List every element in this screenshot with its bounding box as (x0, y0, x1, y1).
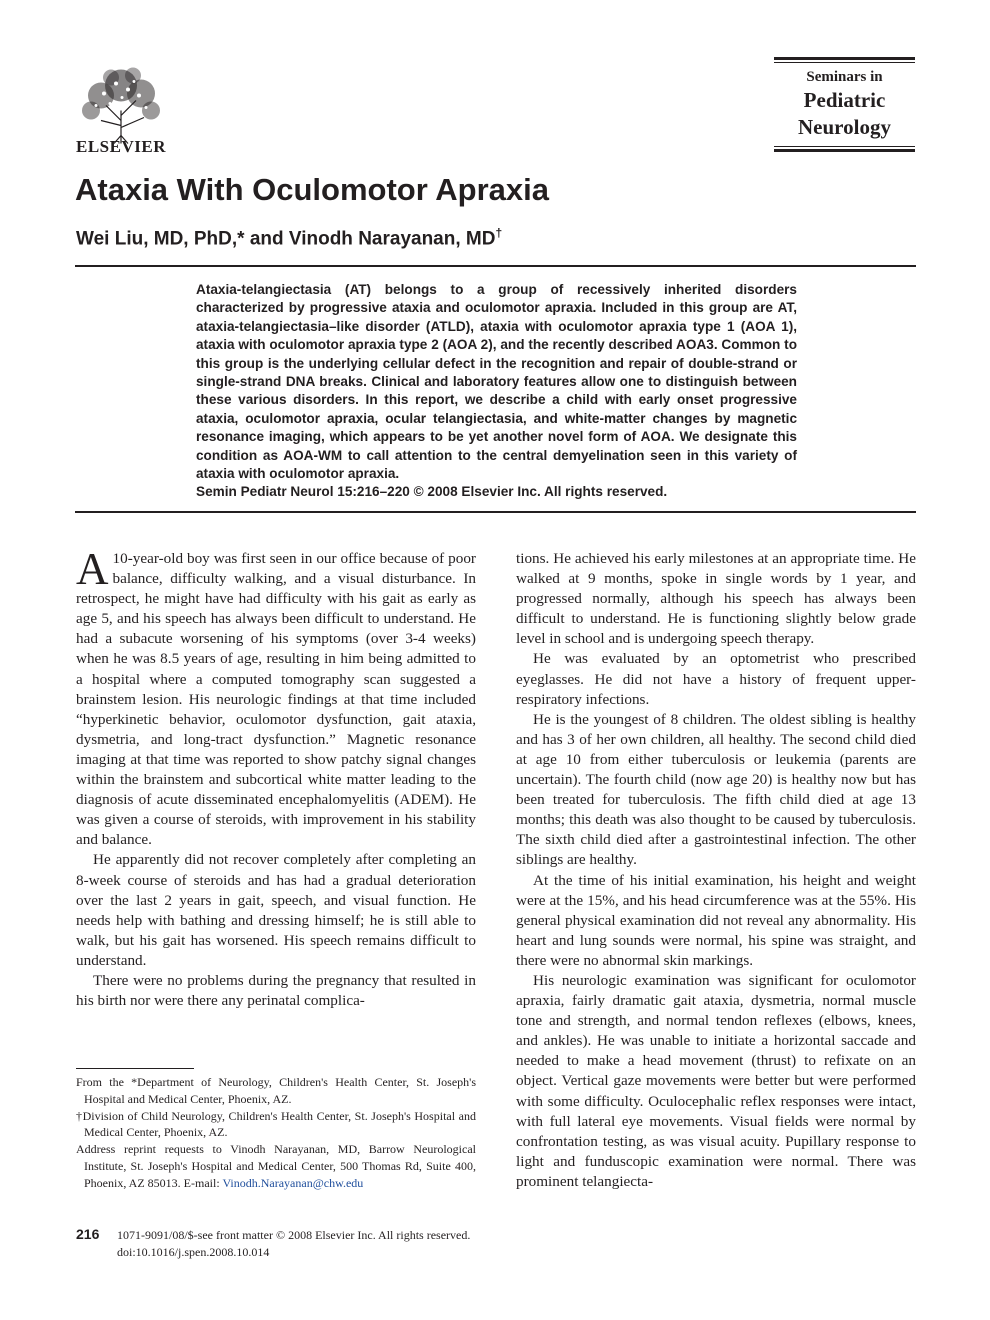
body-column-left (76, 544, 476, 1011)
reprint-text: Address reprint requests to Vinodh Narayanan, MD, Barrow Neurological Institute, St. Joseph's Hospital and Medical Center, 500 Thomas Rd, Suite 400, Phoenix, AZ 85013. E-mail: (76, 1142, 476, 1190)
journal-name-line2: Pediatric (803, 88, 886, 112)
footnote-affiliation-1: From the *Department of Neurology, Children's Health Center, St. Joseph's Hospital and Medical Center, Phoenix, AZ. (76, 1075, 476, 1106)
article-authors (76, 226, 502, 250)
abstract-text: Ataxia-telangiectasia (AT) belongs to a group of recessively inherited disorders characterized by progressive ataxia and oculomotor apraxia. Included in this group are AT, ataxia-telangiectasia–like disorder (ATLD), ataxia with oculomotor apraxia type 1 (AOA 1), ataxia with oculomotor apraxia type 2 (AOA 2), and the recently described AOA3. Common to this group is the underlying cellular defect in the recognition and repair of double-strand or single-strand DNA breaks. Clinical and laboratory features allow one to distinguish between these various disorders. In this report, we describe a child with early onset progressive ataxia, oculomotor apraxia, ocular telangiectasia, and white-matter changes by magnetic resonance imaging, which appears to be yet another novel form of AOA. We designate this condition as AOA-WM to call attention to the central demyelination seen in this variety of ataxia with oculomotor apraxia. (196, 282, 797, 482)
authors-text: Wei Liu, MD, PhD,* and Vinodh Narayanan, MD (76, 228, 496, 250)
footnote-reprint-address (76, 1141, 476, 1191)
issn-line: 1071-9091/08/$-see front matter © 2008 Elsevier Inc. All rights reserved. (117, 1228, 471, 1242)
masthead-bottom-rule (774, 149, 915, 152)
body-paragraph: His neurologic examination was significant for oculomotor apraxia, fairly dramatic gait ataxia, dysmetria, normal muscle tone and strength, and normal tendon reflexes (elbows, knees, and ankles). He was unable to initiate a horizontal saccade and needed to make a head movement (thrust) to refixate on an object. Vertical gaze movements were better but were performed with some difficulty. Oculocephalic reflex responses were intact, with full lateral eye movements. Visual fields were normal by confrontation testing, as was visual acuity. Pupillary response to light and funduscopic examination were normal. There was prominent telangiecta- (516, 971, 916, 1190)
masthead-bottom-rule-thin (774, 146, 915, 147)
footnotes (76, 1074, 476, 1192)
drop-cap: A (76, 544, 109, 594)
body-paragraph: At the time of his initial examination, his height and weight were at the 15%, and his head circumference was at the 55%. His general physical examination did not reveal any abnormality. His heart and lung sounds were normal, his spine was straight, and there were no abnormal skin markings. (516, 871, 916, 969)
body-paragraph (76, 544, 476, 850)
doi-line: doi:10.1016/j.spen.2008.10.014 (117, 1245, 270, 1259)
body-paragraph: He is the youngest of 8 children. The oldest sibling is healthy and has 3 of her own children, all healthy. The second child died at age 10 from either tuberculosis or leukemia (parents are uncertain). The fourth child (now age 20) is healthy now but has been treated for tuberculosis. The fifth child died at age 13 months; this death was also thought to be caused by tuberculosis. The sixth child died after a gastrointestinal infection. The other siblings are healthy. (516, 710, 916, 869)
abstract (196, 281, 797, 502)
body-paragraph: tions. He achieved his early milestones at an appropriate time. He walked at 9 months, spoke in single words by 1 year, and progressed normally, although his speech has always been difficult to understand. He is functioning slightly below grade level in school and is undergoing speech therapy. (516, 550, 916, 648)
article-title: Ataxia With Oculomotor Apraxia (75, 172, 549, 207)
abstract-top-rule (75, 265, 916, 267)
publisher-wordmark: ELSEVIER (76, 137, 166, 156)
body-paragraph: He was evaluated by an optometrist who prescribed eyeglasses. He did not have a history of frequent upper-respiratory infections. (516, 650, 916, 708)
footnote-affiliation-2: †Division of Child Neurology, Children's Health Center, St. Joseph's Hospital and Medical Center, Phoenix, AZ. (76, 1108, 476, 1140)
email-link[interactable]: Vinodh.Narayanan@chw.edu (222, 1175, 364, 1190)
body-column-right (516, 549, 916, 1192)
citation-line: Semin Pediatr Neurol 15:216–220 © 2008 Elsevier Inc. All rights reserved. (196, 484, 668, 500)
footer-lines (117, 1227, 470, 1261)
journal-masthead (774, 57, 915, 152)
paragraph-text: 10-year-old boy was first seen in our office because of poor balance, difficulty walking, and a visual disturbance. In retrospect, he might have had difficulty with his gait as early as age 5, and his speech has always been difficult to understand. He had a subacute worsening of his symptoms (over 3-4 weeks) when he was 8.5 years of age, resulting in him being admitted to a hospital where a computed tomography scan suggested a brainstem lesion. His neurologic findings at that time included “hyperkinetic behavior, oculomotor dysfunction, gait ataxia, dysmetria, and long-tract dysfunction.” Magnetic resonance imaging at that time was reported to show patchy signal changes within the brainstem and subcortical white matter leading to the diagnosis of acute disseminated encephalomyelitis (ADEM). He was given a course of steroids, with improvement in his stability and balance. (76, 550, 476, 849)
body-paragraph: There were no problems during the pregnancy that resulted in his birth nor were there any perinatal complica- (76, 971, 476, 1010)
masthead-top-rule-thin (774, 62, 915, 63)
abstract-bottom-rule (75, 511, 916, 513)
journal-name-line3: Neurology (798, 115, 891, 139)
footnote-rule (76, 1068, 194, 1069)
masthead-top-rule (774, 57, 915, 60)
authors-affiliation-mark: † (495, 226, 503, 240)
page-number: 216 (76, 1226, 100, 1242)
body-paragraph: He apparently did not recover completely after completing an 8-week course of steroids and has had a gradual deterioration over the last 2 years in gait, speech, and visual function. He needs help with bathing and dressing himself; he is still able to walk, but his gait has worsened. His speech remains difficult to understand. (76, 851, 476, 969)
journal-name-line1: Seminars in (806, 69, 883, 85)
